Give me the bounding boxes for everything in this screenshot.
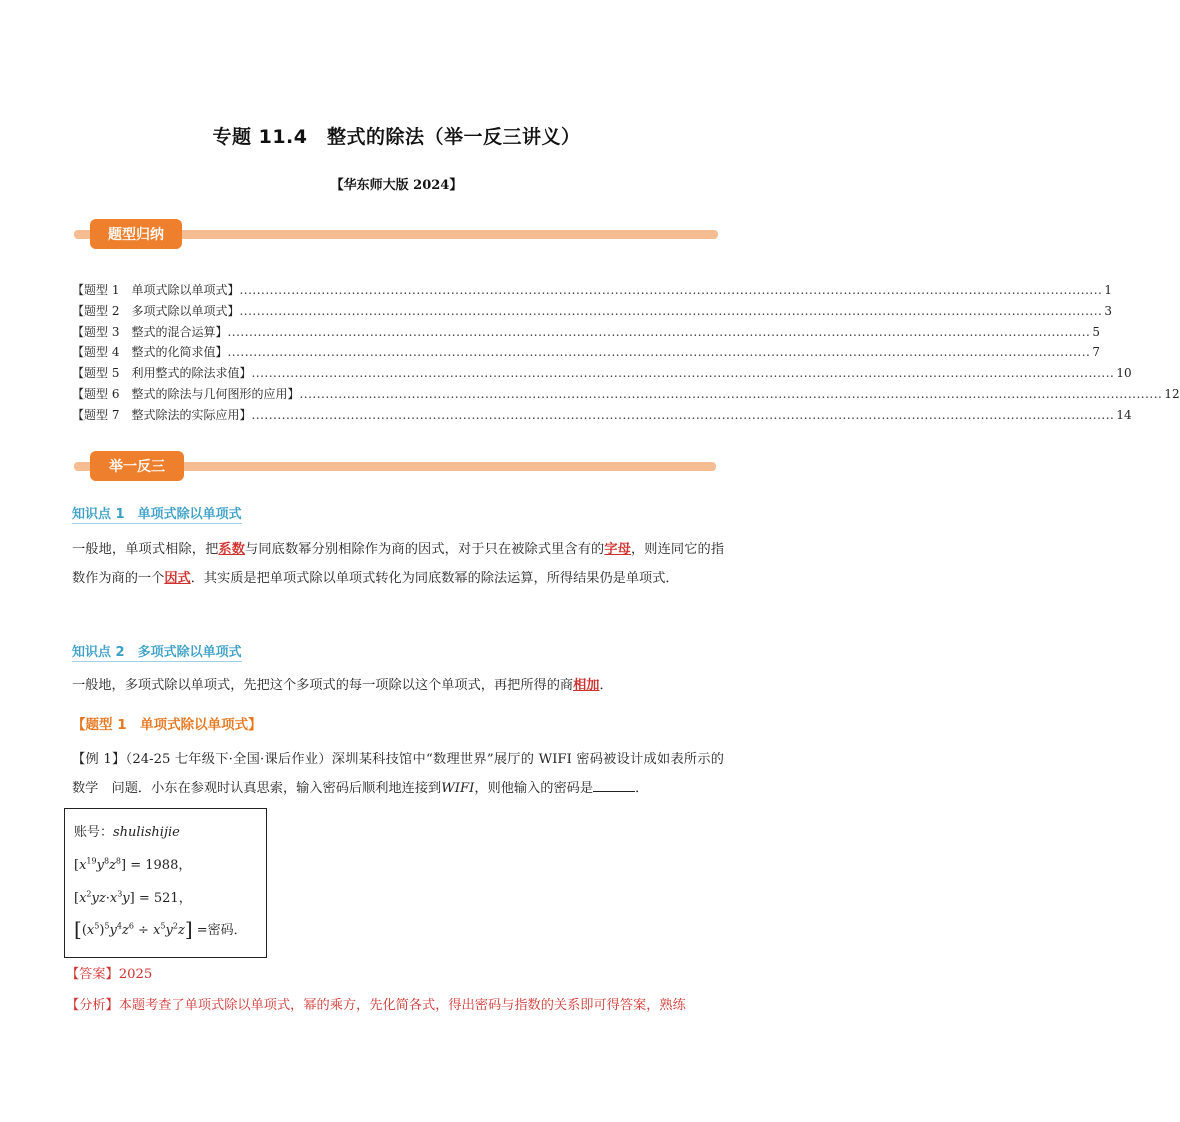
- toc-leader-dots: ........................................................................................................................................................................................................: [227, 324, 1091, 339]
- account-value: shulishijie: [113, 825, 180, 840]
- toc-item-label: 【题型 1 单项式除以单项式】: [72, 283, 240, 297]
- kp2-highlight-add: 相加: [573, 678, 600, 693]
- knowledge-point-2-heading: 知识点 2 多项式除以单项式: [72, 645, 242, 660]
- kp1-text-part: 一般地，单项式相除，把: [72, 542, 219, 557]
- equation-3-value: 密码．: [207, 923, 247, 938]
- toc-leader-dots: ........................................................................................................................................................................................................: [299, 386, 1163, 401]
- example-1-suffix: ，则他输入的密码是: [474, 781, 594, 796]
- toc-item-page: 10: [1116, 366, 1132, 381]
- example-1-prefix: 【例 1】（24-25 七年级下·全国·课后作业）深圳某科技馆中“数理世界”展厅的 WIFI 密码被设计成如表所示的数学 问题．小东在参观时认真思索，输入密码后顺利地连接到: [72, 752, 724, 796]
- main-banner-label: 举一反三: [109, 459, 165, 475]
- kp1-text-part: 与同底数幂分别相除作为商的因式，对于只在被除式里含有的: [245, 542, 605, 557]
- equation-3: $[(x^5)^5y^4z^6 \div x^5y^2z]$ =密码．: [74, 917, 247, 941]
- toc-item-label: 【题型 3 整式的混合运算】: [72, 324, 228, 339]
- toc-item[interactable]: [72, 280, 1112, 301]
- toc-leader-dots: ........................................................................................................................................................................................................: [239, 303, 1103, 318]
- toc-item[interactable]: [72, 384, 1180, 405]
- knowledge-point-1-heading-wrap: [72, 503, 242, 522]
- table-of-contents: [72, 280, 1180, 426]
- toc-item-page: 12: [1164, 386, 1180, 401]
- equation-2-value: 521，: [153, 891, 192, 906]
- kp1-highlight-coefficient: 系数: [218, 542, 246, 557]
- kp1-highlight-letter: 字母: [604, 542, 631, 557]
- analysis-line: 【分析】本题考查了单项式除以单项式，幂的乘方，先化简各式，得出密码与指数的关系即可得答案，熟练: [66, 998, 686, 1013]
- example-1-end: ．: [635, 781, 649, 796]
- toc-leader-dots: ........................................................................................................................................................................................................: [227, 345, 1091, 360]
- toc-item[interactable]: [72, 363, 1132, 384]
- equation-2: $[x^2yz\cdot x^3y] = 521$，: [74, 889, 192, 906]
- equation-1-value: 1988，: [145, 858, 192, 873]
- kp2-text-part: ．: [599, 678, 613, 693]
- type-1-heading-wrap: [72, 713, 262, 733]
- type-1-heading: 【题型 1 单项式除以单项式】: [72, 717, 262, 733]
- toc-item-label: 【题型 7 整式除法的实际应用】: [72, 407, 252, 422]
- toc-banner-tab: [90, 219, 182, 249]
- toc-item-label: 【题型 6 整式的除法与几何图形的应用】: [72, 386, 300, 401]
- knowledge-point-1-text: [72, 535, 724, 593]
- kp1-highlight-factor: 因式: [164, 571, 191, 586]
- toc-leader-dots: ........................................................................................................................................................................................................: [239, 283, 1103, 297]
- document-title: 专题 11.4 整式的除法（举一反三讲义）: [212, 126, 581, 148]
- toc-item-label: 【题型 4 整式的化简求值】: [72, 345, 228, 360]
- kp2-text-part: 一般地，多项式除以单项式，先把这个多项式的每一项除以这个单项式，再把所得的商: [72, 678, 574, 693]
- kp1-text-part: ．其实质是把单项式除以单项式转化为同底数幂的除法运算，所得结果仍是单项式．: [190, 571, 679, 586]
- answer-blank: [593, 779, 635, 792]
- toc-item-page: 3: [1104, 303, 1112, 318]
- kp1-text-part: ，则连同它的指数作为商的一个: [72, 542, 725, 586]
- knowledge-point-2-heading-wrap: [72, 641, 242, 660]
- toc-item[interactable]: [72, 322, 1100, 343]
- toc-item-page: 5: [1092, 324, 1100, 339]
- answer-line: 【答案】2025: [66, 967, 153, 982]
- account-label: 账号：: [74, 825, 114, 840]
- equation-1: $[x^{19}y^8z^8] = 1988$，: [74, 856, 192, 873]
- knowledge-point-1-heading: 知识点 1 单项式除以单项式: [72, 507, 242, 522]
- toc-banner-label: 题型归纳: [108, 227, 164, 243]
- toc-item-page: 14: [1116, 407, 1132, 422]
- toc-item-label: 【题型 2 多项式除以单项式】: [72, 303, 240, 318]
- toc-item[interactable]: [72, 405, 1132, 426]
- example-1-text: [72, 745, 724, 803]
- account-line: [74, 821, 180, 840]
- toc-item-label: 【题型 5 利用整式的除法求值】: [72, 366, 252, 381]
- toc-leader-dots: ........................................................................................................................................................................................................: [251, 366, 1115, 381]
- toc-item-page: 7: [1092, 345, 1100, 360]
- toc-item[interactable]: [72, 342, 1100, 363]
- password-table-box: [64, 808, 267, 958]
- toc-leader-dots: ........................................................................................................................................................................................................: [251, 407, 1115, 422]
- main-banner-tab: [90, 451, 184, 481]
- toc-item-page: 1: [1104, 283, 1112, 297]
- document-subtitle: 【华东师大版 2024】: [330, 178, 463, 193]
- example-1-wifi: WIFI: [441, 781, 475, 796]
- toc-item[interactable]: [72, 301, 1112, 322]
- knowledge-point-2-text: [72, 671, 724, 700]
